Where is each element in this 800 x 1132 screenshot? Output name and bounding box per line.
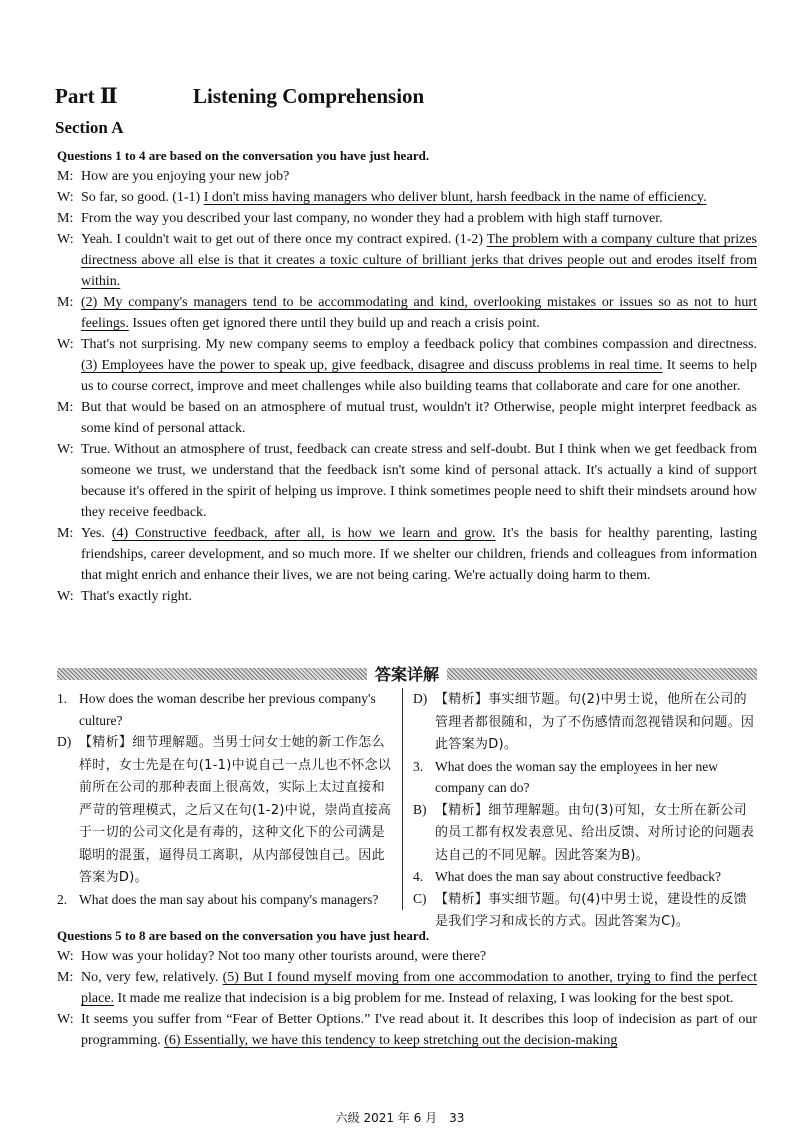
- key-sentence: (6) Essentially, we have this tendency to keep stretching out the decision-making: [164, 1033, 618, 1048]
- question-number: 1.: [57, 691, 68, 706]
- questions-heading-1: Questions 1 to 4 are based on the conversation you have just heard.: [57, 148, 430, 163]
- part-title: [55, 83, 424, 109]
- dialogue-text: How are you enjoying your new job?: [81, 169, 290, 184]
- part-heading: Listening Comprehension: [193, 84, 425, 108]
- divider-pattern-right: [447, 668, 757, 680]
- dialogue-text: That's exactly right.: [81, 589, 192, 604]
- explanation-text: 【精析】细节理解题。由句(3)可知，女士所在新公司的员工都有权发表意见、给出反馈、对所讨论的问题表达自己的不同见解。因此答案为B)。: [435, 802, 755, 863]
- dialogue-line: [57, 229, 757, 292]
- question-item: [57, 688, 393, 731]
- question-number: 4.: [413, 869, 424, 884]
- question-item: [57, 889, 393, 911]
- key-sentence: (3) Employees have the power to speak up, give feedback, disagree and discuss problems in real time.: [81, 358, 663, 373]
- key-sentence: (2) My company's managers tend to be accommodating and kind, overlooking mistakes or issues so as not to hurt feelings.: [81, 295, 757, 331]
- questions-heading-2: Questions 5 to 8 are based on the conversation you have just heard.: [57, 928, 430, 943]
- dialogue-line: [57, 1009, 757, 1051]
- speaker-label: W:: [57, 589, 74, 604]
- dialogue-text: But that would be based on an atmosphere of mutual trust, wouldn't it? Otherwise, people might interpret feedback as some kind of personal attack.: [81, 400, 757, 436]
- dialogue-text: It's the basis for healthy parenting, lasting friendships, career development, and so much more. If we shelter our children, friends and colleagues from information that might enrich and enhance their lives, we are not being caring. We're actually doing harm to them.: [81, 526, 757, 583]
- transcript-1: [57, 166, 757, 607]
- conversation-2: [57, 925, 757, 1051]
- question-text: How does the woman describe her previous company's culture?: [79, 691, 376, 728]
- answer-letter: B): [413, 801, 427, 817]
- explanation-text: 【精析】细节理解题。当男士问女士她的新工作怎么样时，女士先是在句(1-1)中说自己一点儿也不怀念以前所在公司的那种表面上很高效，实际上太过直接和严苛的管理模式，之后又在句(1-2)中说，崇尚直接高于一切的公司文化是有毒的，这种文化下的公司满是聪明的混蛋，逼得员工离职，从内部侵蚀自己。因此答案为D)。: [79, 735, 392, 885]
- answer-explanation: [413, 688, 758, 756]
- page-footer: 六级 2021 年 6 月 33: [335, 1111, 465, 1125]
- dialogue-text: No, very few, relatively.: [81, 970, 223, 985]
- answers-divider: [57, 664, 757, 684]
- speaker-label: M:: [57, 169, 74, 184]
- speaker-label: W:: [57, 190, 74, 205]
- speaker-label: M:: [57, 211, 74, 226]
- dialogue-text: It seems you suffer from “Fear of Better Options.” I've read about it. It describes this loop of indecision as part of our programming.: [81, 1012, 757, 1048]
- answers-right-column: [413, 688, 758, 933]
- transcript-2: [57, 946, 757, 1051]
- question-item: [413, 756, 758, 799]
- conversation-1: [57, 145, 757, 607]
- dialogue-text: So far, so good. (1-1): [81, 190, 204, 205]
- dialogue-text: True. Without an atmosphere of trust, feedback can create stress and self-doubt. But I think when we get feedback from someone we trust, we understand that the feedback isn't some kind of personal attack. It's actually a kind of support because it's offered in the spirit of helping us improve. I think sometimes people need to shift their mindsets around how they receive feedback.: [81, 442, 757, 520]
- question-number: 2.: [57, 891, 68, 907]
- speaker-label: M:: [57, 295, 74, 310]
- dialogue-text: How was your holiday? Not too many other tourists around, were there?: [81, 949, 487, 964]
- key-sentence: (4) Constructive feedback, after all, is how we learn and grow.: [111, 526, 496, 541]
- key-sentence: (5) But I found myself moving from one accommodation to another, trying to find the perfect place.: [81, 970, 757, 1006]
- answers-title: 答案详解: [371, 662, 443, 685]
- dialogue-text: It made me realize that indecision is a big problem for me. Instead of relaxing, I was looking for the best spot.: [114, 991, 734, 1006]
- dialogue-text: That's not surprising. My new company seems to employ a feedback policy that combines compassion and directness.: [81, 337, 757, 352]
- answers-left-column: [57, 688, 393, 910]
- speaker-label: M:: [57, 400, 74, 415]
- dialogue-text: Issues often get ignored there until they build up and reach a crisis point.: [128, 316, 540, 331]
- dialogue-line: [57, 439, 757, 523]
- dialogue-text: Yes.: [81, 526, 112, 541]
- question-text: What does the man say about his company's managers?: [79, 891, 379, 907]
- question-item: [413, 866, 758, 888]
- question-text: What does the man say about constructive feedback?: [435, 869, 722, 884]
- part-label: Part Ⅱ: [55, 84, 118, 108]
- dialogue-line: [57, 946, 757, 967]
- speaker-label: W:: [57, 337, 74, 352]
- speaker-label: W:: [57, 949, 74, 964]
- dialogue-line: [57, 334, 757, 397]
- dialogue-line: [57, 292, 757, 334]
- key-sentence: I don't miss having managers who deliver blunt, harsh feedback in the name of efficiency.: [203, 190, 707, 205]
- answer-letter: D): [413, 691, 428, 706]
- dialogue-text: From the way you described your last company, no wonder they had a problem with high staff turnover.: [81, 211, 663, 226]
- speaker-label: W:: [57, 232, 74, 247]
- dialogue-text: It seems to help us to course correct, improve and meet challenges while also building teams that collaborate and care for one another.: [81, 358, 757, 394]
- answer-explanation: [413, 799, 758, 867]
- dialogue-text: Yeah. I couldn't wait to get out of there once my contract expired. (1-2): [81, 232, 487, 247]
- divider-pattern-left: [57, 668, 367, 680]
- answer-letter: C): [413, 890, 427, 906]
- dialogue-line: [57, 208, 757, 229]
- speaker-label: W:: [57, 1012, 74, 1027]
- speaker-label: M:: [57, 970, 74, 985]
- speaker-label: M:: [57, 526, 74, 541]
- dialogue-line: [57, 397, 757, 439]
- answer-explanation: [57, 731, 393, 889]
- explanation-text: 【精析】事实细节题。句(2)中男士说，他所在公司的管理者都很随和，为了不伤感情而忽视错误和问题。因此答案为D)。: [435, 692, 755, 752]
- question-number: 3.: [413, 758, 424, 774]
- speaker-label: W:: [57, 442, 74, 457]
- answer-letter: D): [57, 734, 72, 749]
- key-sentence: The problem with a company culture that prizes directness above all else is that it creates a toxic culture of brilliant jerks that drives people out and erodes itself from within.: [81, 232, 757, 289]
- dialogue-line: [57, 187, 757, 208]
- column-divider: [402, 688, 403, 910]
- dialogue-line: [57, 967, 757, 1009]
- explanation-text: 【精析】事实细节题。句(4)中男士说，建设性的反馈是我们学习和成长的方式。因此答案为C)。: [435, 891, 747, 929]
- dialogue-line: [57, 523, 757, 586]
- question-text: What does the woman say the employees in her new company can do?: [435, 758, 719, 795]
- section-title: Section A: [55, 118, 124, 137]
- dialogue-line: [57, 166, 757, 187]
- dialogue-line: [57, 586, 757, 607]
